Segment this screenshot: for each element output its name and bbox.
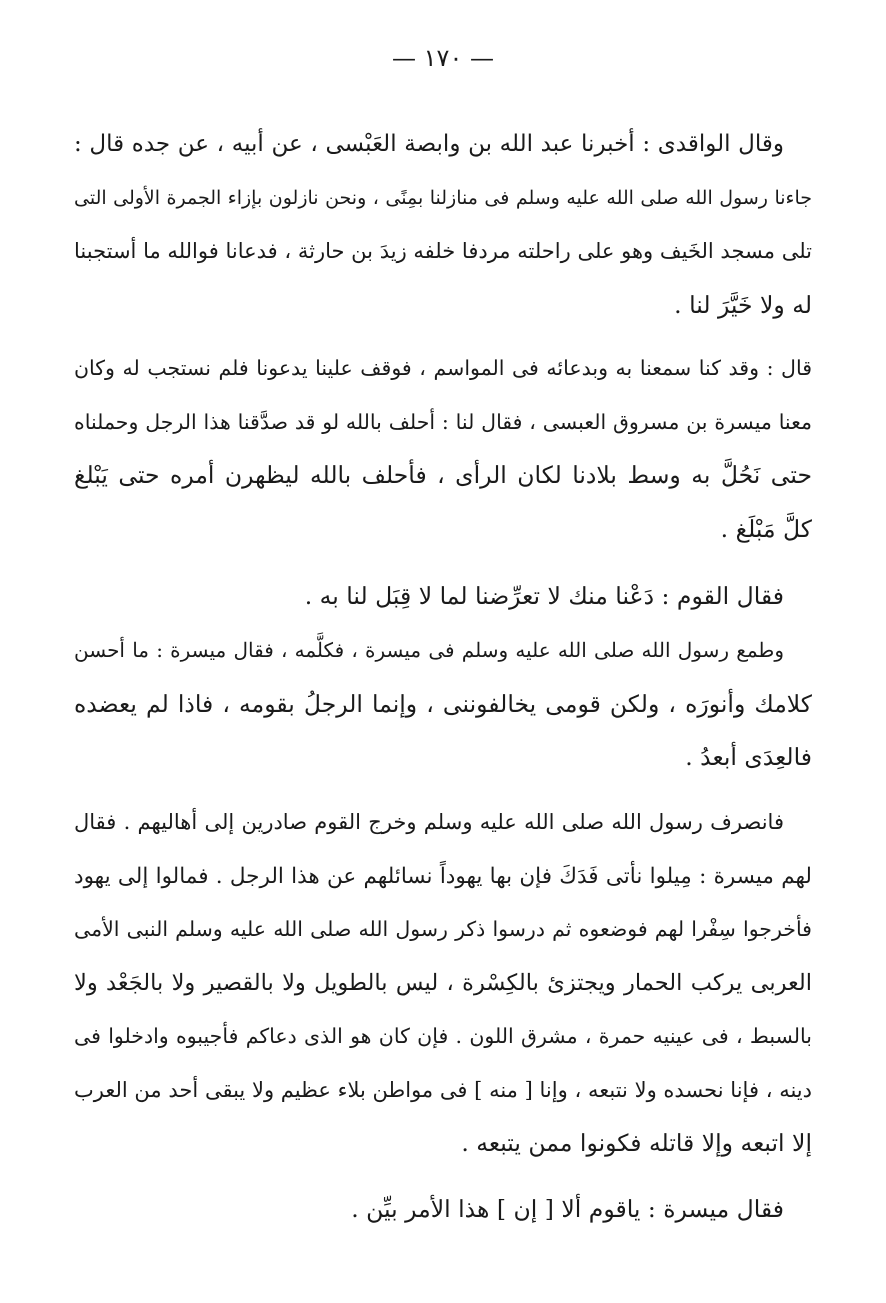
paragraph-line: حتى نَحُلَّ به وسط بلادنا لكان الرأى ، فأحلف بالله ليظهرن أمره حتى يَبْلغ	[74, 461, 812, 489]
page-number: — ١٧٠ —	[392, 44, 494, 72]
paragraph-line: فانصرف رسول الله صلى الله عليه وسلم وخرج القوم صادرين إلى أهاليهم . فقال	[74, 810, 784, 834]
paragraph-line: دينه ، فإنا نحسده ولا نتبعه ، وإنا [ منه ] فى مواطن بلاء عظيم ولا يبقى أحد من العرب	[74, 1077, 812, 1102]
paragraph-line: فالعِدَى أبعدُ .	[685, 743, 812, 771]
paragraph-line: معنا ميسرة بن مسروق العبسى ، فقال لنا : أحلف بالله لو قد صدَّقنا هذا الرجل وحملناه	[74, 409, 812, 434]
paragraph-line: جاءنا رسول الله صلى الله عليه وسلم فى منازلنا بمِنًى ، ونحن نازلون بإزاء الجمرة الأولى التى	[74, 186, 812, 209]
paragraph-line: فقال ميسرة : ياقوم ألا [ إن ] هذا الأمر بيِّن .	[351, 1195, 784, 1223]
paragraph-6	[74, 1183, 812, 1237]
paragraph-2	[74, 342, 812, 556]
paragraph-line: وطمع رسول الله صلى الله عليه وسلم فى ميسرة ، فكلَّمه ، فقال ميسرة : ما أحسن	[74, 638, 784, 662]
paragraph-line: فقال القوم : دَعْنا منك لا تعرِّضنا لما لا قِبَل لنا به .	[304, 582, 784, 610]
paragraph-line: وقال الواقدى : أخبرنا عبد الله بن وابصة العَبْسى ، عن أبيه ، عن جده قال :	[74, 131, 784, 157]
paragraph-line: العربى يركب الحمار ويجتزئ بالكِسْرة ، ليس بالطويل ولا بالقصير ولا بالجَعْد ولا	[74, 969, 812, 996]
paragraph-line: لهم ميسرة : مِيلوا نأتى فَدَكَ فإن بها يهوداً نسائلهم عن هذا الرجل . فمالوا إلى يهود	[74, 863, 812, 889]
paragraph-line: تلى مسجد الخَيف وهو على راحلته مردفا خلفه زيدَ بن حارثة ، فدعانا فوالله ما أستجبنا	[74, 239, 812, 263]
paragraph-line: إلا اتبعه وإلا قاتله فكونوا ممن يتبعه .	[461, 1129, 812, 1157]
paragraph-line: فأخرجوا سِفْرا لهم فوضعوه ثم درسوا ذكر رسول الله صلى الله عليه وسلم النبى الأمى	[74, 917, 812, 941]
paragraph-line: قال : وقد كنا سمعنا به وبدعائه فى المواسم ، فوقف علينا يدعونا فلم نستجب له وكان	[74, 356, 812, 380]
paragraph-3	[74, 570, 812, 624]
paragraph-4	[74, 624, 812, 785]
paragraph-line: كلامك وأنورَه ، ولكن قومى يخالفوننى ، وإنما الرجلُ بقومه ، فاذا لم يعضده	[74, 689, 812, 718]
paragraph-line: بالسبط ، فى عينيه حمرة ، مشرق اللون . فإن كان هو الذى دعاكم فأجيبوه وادخلوا فى	[74, 1024, 812, 1048]
paragraph-line: له ولا خَيَّرَ لنا .	[674, 290, 812, 319]
paragraph-line: كلَّ مَبْلَغ .	[720, 514, 812, 543]
paragraph-1	[74, 118, 812, 332]
paragraph-5	[74, 796, 812, 1171]
